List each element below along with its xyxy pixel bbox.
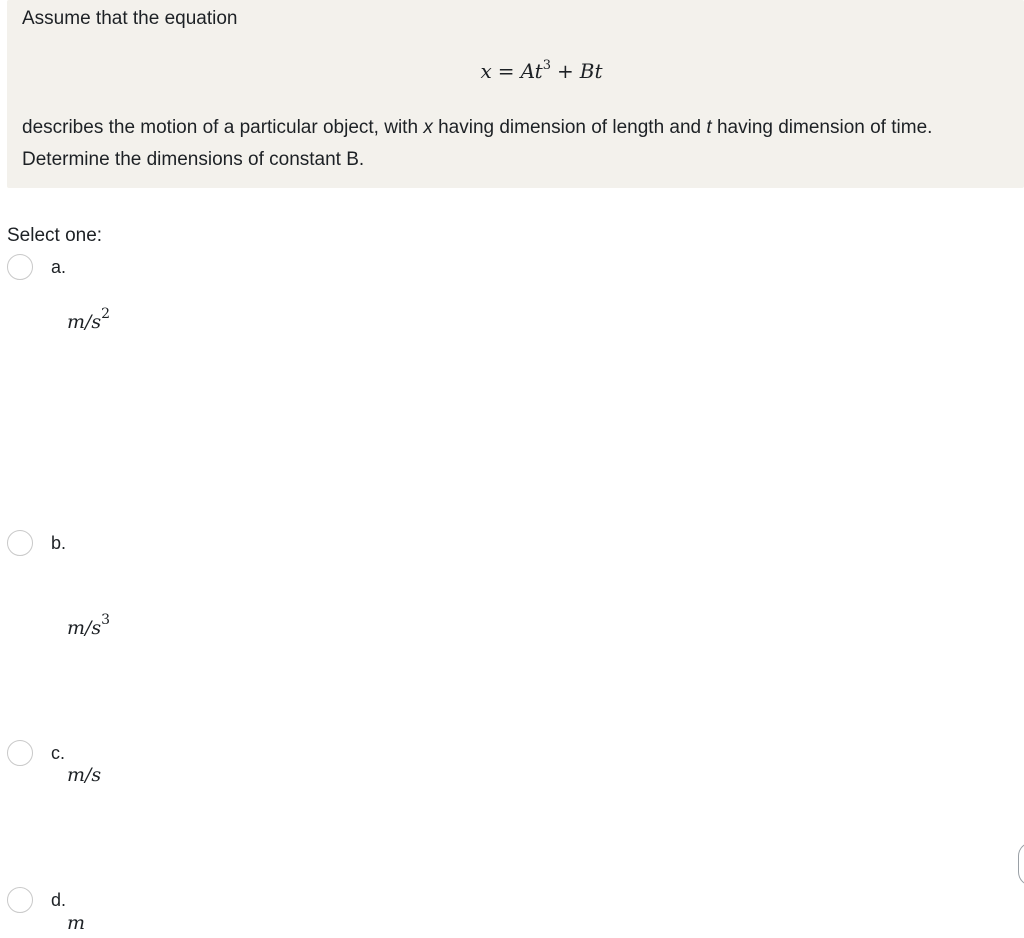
option-unit-b: m/s	[67, 617, 102, 639]
option-unit-a: m/s	[67, 311, 102, 333]
equation-term1-exponent: 3	[542, 58, 551, 73]
equation-term1: At	[520, 59, 543, 83]
radio-button-a[interactable]	[7, 254, 33, 280]
option-letter-c: c.	[51, 743, 66, 763]
desc-part2: having dimension of length and	[432, 117, 707, 138]
desc-var-x: x	[423, 117, 433, 138]
side-panel-handle[interactable]	[1018, 842, 1024, 886]
option-math-a	[67, 306, 111, 334]
desc-line2: Determine the dimensions of constant B.	[22, 149, 365, 170]
radio-button-c[interactable]	[7, 740, 33, 766]
option-unit-c: m/s	[67, 764, 102, 786]
desc-var-t: t	[706, 117, 712, 138]
option-exponent-b: 3	[101, 612, 111, 628]
option-math-b	[67, 612, 111, 640]
desc-part3: having dimension of time.	[711, 117, 933, 138]
equation-equals: =	[497, 59, 515, 83]
option-exponent-a: 2	[101, 306, 111, 322]
option-unit-d: m	[67, 912, 86, 934]
select-one-prompt: Select one:	[7, 225, 103, 246]
desc-part1: describes the motion of a particular object, with	[22, 117, 424, 138]
question-text-box	[7, 0, 1024, 188]
equation	[7, 58, 1024, 84]
option-math-c	[67, 763, 101, 787]
option-letter-d: d.	[51, 890, 67, 910]
equation-term2: Bt	[579, 59, 603, 83]
equation-plus: +	[556, 59, 574, 83]
option-letter-b: b.	[51, 533, 67, 553]
option-letter-a: a.	[51, 257, 67, 277]
equation-lhs: x	[480, 59, 492, 83]
question-intro: Assume that the equation	[22, 8, 238, 29]
radio-button-b[interactable]	[7, 530, 33, 556]
radio-button-d[interactable]	[7, 887, 33, 913]
option-math-d	[67, 911, 85, 935]
question-description	[22, 112, 1022, 176]
